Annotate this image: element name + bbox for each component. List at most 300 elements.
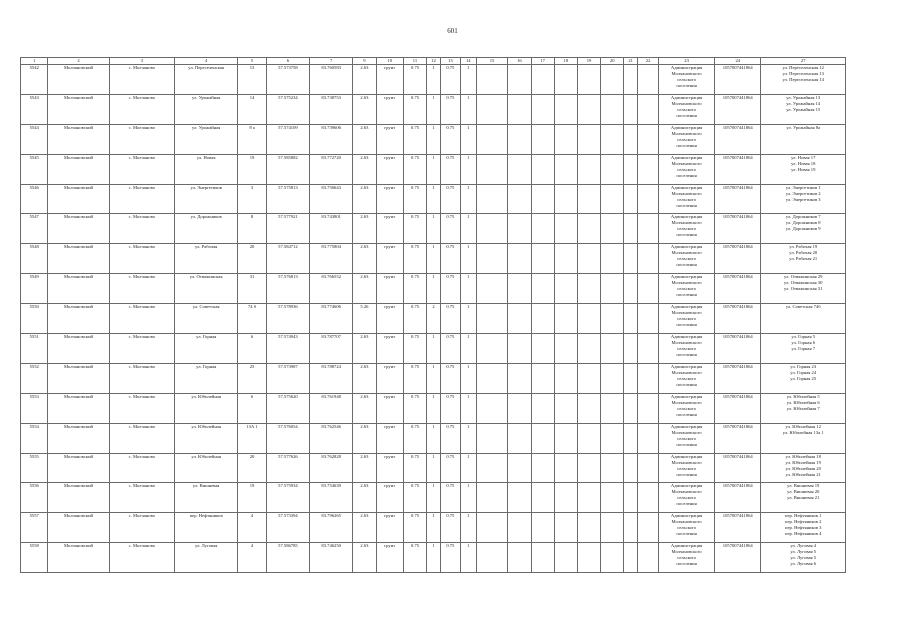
- table-row: [21, 124, 846, 154]
- table-row: [21, 543, 846, 573]
- owner-line: Администрация: [670, 124, 703, 130]
- owner-line: Молчановского: [671, 459, 702, 465]
- owner-line: сельского: [677, 77, 697, 82]
- cell-addresses: [761, 274, 846, 304]
- cell-empty: [577, 184, 600, 214]
- owner-line: Молчановского: [671, 130, 702, 136]
- cell-empty: [601, 393, 624, 423]
- cell-owner: [659, 94, 715, 124]
- cell-ogrn: 1057007441864: [715, 513, 761, 543]
- cell-surface: грунт: [376, 154, 403, 184]
- table-row: [21, 483, 846, 513]
- cell-n1: 1: [460, 65, 476, 95]
- address-line: ул. Луговая 5: [790, 555, 817, 561]
- cell-street: ул. Луговая: [175, 543, 238, 573]
- owner-line: Администрация: [670, 184, 703, 190]
- owner-line: поселения: [676, 411, 697, 417]
- cell-vol: 0.75: [403, 304, 426, 334]
- cell-empty: [577, 363, 600, 393]
- cell-vol: 0.75: [403, 393, 426, 423]
- cell-owner: [659, 214, 715, 244]
- cell-lat: 57.578936: [266, 304, 309, 334]
- owner-line: поселения: [676, 561, 697, 567]
- owner-line: сельского: [677, 555, 697, 561]
- owner-line: поселения: [676, 232, 697, 238]
- owner-line: поселения: [676, 172, 697, 178]
- cell-lon: 83.754639: [310, 483, 353, 513]
- cell-lon: 83.796265: [310, 513, 353, 543]
- cell-empty: [638, 513, 659, 543]
- cell-street: ул. Новая: [175, 154, 238, 184]
- cell-surface: грунт: [376, 274, 403, 304]
- cell-empty: [638, 334, 659, 364]
- cell-surface: грунт: [376, 94, 403, 124]
- cell-lat: 57.585882: [266, 154, 309, 184]
- address-line: ул. Новая 18: [791, 160, 816, 166]
- cell-ogrn: 1057007441864: [715, 543, 761, 573]
- cell-empty: [531, 94, 554, 124]
- cell-empty: [554, 184, 577, 214]
- cell-empty: [508, 393, 531, 423]
- cell-district: Молчановский: [48, 304, 109, 334]
- cell-village: с. Молчаново: [109, 124, 174, 154]
- cell-vol: 0.75: [403, 453, 426, 483]
- cell-area: 2.63: [353, 124, 376, 154]
- cell-lat: 57.573987: [266, 363, 309, 393]
- cell-count: 2: [427, 304, 441, 334]
- owner-line: сельского: [677, 136, 697, 142]
- cell-surface: грунт: [376, 393, 403, 423]
- cell-ogrn: 1057007441864: [715, 154, 761, 184]
- address-line: ул. Новая 19: [791, 166, 816, 172]
- owner-line: сельского: [677, 316, 697, 322]
- cell-house: 74 б: [238, 304, 266, 334]
- cell-vol2: 0.75: [440, 244, 460, 274]
- cell-empty: [577, 334, 600, 364]
- cell-street: ул. Переселенская: [175, 65, 238, 95]
- owner-line: сельского: [677, 286, 697, 292]
- address-line: ул. Юбилейная 5: [786, 393, 820, 399]
- cell-street: ул. Юбилейная: [175, 423, 238, 453]
- cell-empty: [601, 453, 624, 483]
- cell-n1: 1: [460, 214, 476, 244]
- cell-empty: [508, 244, 531, 274]
- owner-line: Молчановского: [671, 489, 702, 495]
- cell-lat: 57.575813: [266, 184, 309, 214]
- cell-empty: [531, 363, 554, 393]
- owner-line: Администрация: [670, 94, 703, 100]
- cell-area: 2.63: [353, 423, 376, 453]
- cell-empty: [476, 244, 508, 274]
- cell-n1: 1: [460, 124, 476, 154]
- cell-surface: грунт: [376, 543, 403, 573]
- cell-n1: 1: [460, 334, 476, 364]
- cell-empty: [508, 304, 531, 334]
- cell-lat: 57.576813: [266, 274, 309, 304]
- cell-id: 5554: [21, 423, 48, 453]
- cell-vol2: 0.75: [440, 334, 460, 364]
- owner-line: Молчановского: [671, 220, 702, 226]
- cell-addresses: [761, 453, 846, 483]
- address-line: ул. Горная 6: [791, 340, 816, 346]
- cell-vol2: 0.75: [440, 543, 460, 573]
- column-header: 10: [376, 58, 403, 65]
- cell-lon: 83.739606: [310, 124, 353, 154]
- cell-street: ул. Энергетиков: [175, 184, 238, 214]
- cell-empty: [476, 363, 508, 393]
- cell-empty: [531, 453, 554, 483]
- cell-addresses: [761, 124, 846, 154]
- cell-empty: [531, 154, 554, 184]
- cell-empty: [508, 65, 531, 95]
- owner-line: сельского: [677, 435, 697, 441]
- cell-ogrn: 1057007441864: [715, 124, 761, 154]
- cell-empty: [554, 543, 577, 573]
- owner-line: Администрация: [670, 154, 703, 160]
- owner-line: Администрация: [670, 513, 703, 519]
- address-line: ул. Рабочая 20: [789, 250, 818, 256]
- cell-street: ул. Советская: [175, 304, 238, 334]
- owner-line: сельского: [677, 525, 697, 531]
- cell-vol: 0.75: [403, 214, 426, 244]
- owner-line: Администрация: [670, 483, 703, 489]
- cell-n1: 1: [460, 184, 476, 214]
- cell-addresses: [761, 513, 846, 543]
- cell-empty: [508, 483, 531, 513]
- cell-count: 1: [427, 393, 441, 423]
- cell-district: Молчановский: [48, 184, 109, 214]
- cell-lon: 83.766552: [310, 274, 353, 304]
- cell-n1: 1: [460, 393, 476, 423]
- address-line: ул. Новая 17: [791, 154, 816, 160]
- cell-empty: [554, 423, 577, 453]
- cell-lon: 83.774606: [310, 304, 353, 334]
- cell-district: Молчановский: [48, 423, 109, 453]
- cell-district: Молчановский: [48, 393, 109, 423]
- cell-district: Молчановский: [48, 244, 109, 274]
- cell-district: Молчановский: [48, 94, 109, 124]
- cell-n1: 1: [460, 453, 476, 483]
- cell-count: 1: [427, 94, 441, 124]
- cell-empty: [531, 65, 554, 95]
- cell-empty: [638, 304, 659, 334]
- address-line: ул. Переселенская 12: [782, 65, 824, 70]
- cell-empty: [577, 65, 600, 95]
- cell-empty: [531, 393, 554, 423]
- cell-addresses: [761, 214, 846, 244]
- cell-count: 1: [427, 334, 441, 364]
- cell-empty: [508, 453, 531, 483]
- cell-addresses: [761, 65, 846, 95]
- cell-count: 1: [427, 124, 441, 154]
- cell-count: 1: [427, 453, 441, 483]
- cell-empty: [601, 214, 624, 244]
- table-row: [21, 423, 846, 453]
- cell-empty: [476, 543, 508, 573]
- column-header: 19: [577, 58, 600, 65]
- cell-empty: [624, 244, 638, 274]
- cell-ogrn: 1057007441864: [715, 393, 761, 423]
- cell-count: 1: [427, 214, 441, 244]
- cell-empty: [601, 154, 624, 184]
- column-header: 3: [109, 58, 174, 65]
- cell-village: с. Молчаново: [109, 94, 174, 124]
- cell-district: Молчановский: [48, 214, 109, 244]
- owner-line: поселения: [676, 471, 697, 477]
- address-line: ул. Юбилейная 7: [786, 405, 820, 411]
- cell-n1: 1: [460, 543, 476, 573]
- cell-village: с. Молчаново: [109, 543, 174, 573]
- cell-owner: [659, 184, 715, 214]
- cell-ogrn: 1057007441864: [715, 453, 761, 483]
- cell-empty: [624, 154, 638, 184]
- cell-vol2: 0.75: [440, 65, 460, 95]
- table-row: [21, 363, 846, 393]
- cell-empty: [638, 363, 659, 393]
- cell-id: 5542: [21, 65, 48, 95]
- cell-empty: [601, 65, 624, 95]
- owner-line: Молчановского: [671, 549, 702, 555]
- cell-empty: [638, 483, 659, 513]
- address-line: ул. Вишневая 19: [787, 483, 820, 489]
- address-line: ул. Урожайная 15: [786, 106, 821, 112]
- column-header: 17: [531, 58, 554, 65]
- cell-surface: грунт: [376, 304, 403, 334]
- cell-empty: [601, 184, 624, 214]
- cell-empty: [601, 513, 624, 543]
- cell-area: 2.63: [353, 363, 376, 393]
- cell-empty: [508, 543, 531, 573]
- cell-empty: [476, 65, 508, 95]
- column-header: 2: [48, 58, 109, 65]
- owner-line: поселения: [676, 381, 697, 387]
- cell-empty: [624, 94, 638, 124]
- cell-area: 2.63: [353, 393, 376, 423]
- cell-empty: [601, 483, 624, 513]
- address-line: ул. Энергетиков 3: [785, 196, 821, 202]
- cell-ogrn: 1057007441864: [715, 94, 761, 124]
- cell-lat: 57.573394: [266, 513, 309, 543]
- cell-street: ул. Юбилейная: [175, 393, 238, 423]
- cell-village: с. Молчаново: [109, 304, 174, 334]
- cell-empty: [624, 334, 638, 364]
- cell-owner: [659, 124, 715, 154]
- cell-lon: 83.772720: [310, 154, 353, 184]
- cell-n1: 1: [460, 244, 476, 274]
- cell-ogrn: 1057007441864: [715, 214, 761, 244]
- cell-village: с. Молчаново: [109, 184, 174, 214]
- cell-empty: [531, 423, 554, 453]
- cell-id: 5553: [21, 393, 48, 423]
- cell-vol: 0.75: [403, 483, 426, 513]
- cell-street: ул. Юбилейная: [175, 453, 238, 483]
- owner-line: Молчановского: [671, 160, 702, 166]
- owner-line: поселения: [676, 202, 697, 208]
- address-line: ул. Урожайная 13: [786, 94, 821, 100]
- column-header: 13: [440, 58, 460, 65]
- cell-empty: [508, 124, 531, 154]
- owner-line: поселения: [676, 322, 697, 328]
- cell-street: пер. Нефтяников: [175, 513, 238, 543]
- column-header: 23: [659, 58, 715, 65]
- cell-empty: [554, 453, 577, 483]
- cell-district: Молчановский: [48, 363, 109, 393]
- table-row: [21, 65, 846, 95]
- cell-id: 5549: [21, 274, 48, 304]
- cell-surface: грунт: [376, 483, 403, 513]
- cell-village: с. Молчаново: [109, 363, 174, 393]
- cell-empty: [554, 274, 577, 304]
- cell-empty: [601, 304, 624, 334]
- table-body: [21, 65, 846, 573]
- cell-empty: [508, 423, 531, 453]
- cell-empty: [638, 124, 659, 154]
- owner-line: Администрация: [670, 214, 703, 220]
- cell-street: ул. Дорожников: [175, 214, 238, 244]
- address-line: ул. Энергетиков 1: [785, 184, 821, 190]
- column-header: 1: [21, 58, 48, 65]
- cell-lat: 57.575234: [266, 94, 309, 124]
- cell-count: 1: [427, 274, 441, 304]
- owner-line: Администрация: [670, 393, 703, 399]
- cell-district: Молчановский: [48, 65, 109, 95]
- header-row: [21, 58, 846, 65]
- owner-line: сельского: [677, 495, 697, 501]
- cell-empty: [531, 124, 554, 154]
- owner-line: поселения: [676, 441, 697, 447]
- table-row: [21, 214, 846, 244]
- cell-empty: [476, 423, 508, 453]
- cell-vol: 0.75: [403, 274, 426, 304]
- cell-ogrn: 1057007441864: [715, 184, 761, 214]
- cell-area: 2.63: [353, 334, 376, 364]
- cell-ogrn: 1057007441864: [715, 423, 761, 453]
- cell-id: 5556: [21, 483, 48, 513]
- owner-line: Администрация: [670, 304, 703, 310]
- cell-district: Молчановский: [48, 513, 109, 543]
- cell-area: 2.63: [353, 184, 376, 214]
- table-row: [21, 154, 846, 184]
- cell-house: 19: [238, 154, 266, 184]
- column-header: 11: [403, 58, 426, 65]
- cell-empty: [638, 65, 659, 95]
- cell-lat: 57.577626: [266, 453, 309, 483]
- cell-empty: [601, 274, 624, 304]
- cell-area: 2.63: [353, 483, 376, 513]
- owner-line: поселения: [676, 262, 697, 268]
- table-row: [21, 393, 846, 423]
- cell-vol: 0.75: [403, 244, 426, 274]
- address-line: ул. Юбилейная 12: [785, 423, 821, 429]
- cell-addresses: [761, 154, 846, 184]
- cell-surface: грунт: [376, 513, 403, 543]
- cell-empty: [554, 363, 577, 393]
- cell-street: ул. Урожайная: [175, 94, 238, 124]
- cell-surface: грунт: [376, 363, 403, 393]
- column-header: 14: [460, 58, 476, 65]
- address-line: пер. Нефтяников 4: [785, 531, 822, 537]
- owner-line: Молчановского: [671, 280, 702, 286]
- address-line: пер. Нефтяников 3: [785, 525, 822, 531]
- cell-empty: [577, 94, 600, 124]
- cell-empty: [638, 423, 659, 453]
- cell-house: 4: [238, 513, 266, 543]
- cell-owner: [659, 334, 715, 364]
- address-line: пер. Нефтяников 1: [785, 513, 822, 519]
- owner-line: Администрация: [670, 274, 703, 280]
- cell-surface: грунт: [376, 334, 403, 364]
- owner-line: Администрация: [670, 453, 703, 459]
- column-header: 20: [601, 58, 624, 65]
- cell-ogrn: 1057007441864: [715, 244, 761, 274]
- cell-empty: [531, 543, 554, 573]
- cell-empty: [624, 363, 638, 393]
- cell-empty: [577, 483, 600, 513]
- cell-empty: [508, 363, 531, 393]
- owner-line: Администрация: [670, 334, 703, 340]
- cell-empty: [638, 274, 659, 304]
- cell-owner: [659, 363, 715, 393]
- cell-district: Молчановский: [48, 453, 109, 483]
- cell-surface: грунт: [376, 453, 403, 483]
- cell-street: ул. Урожайная: [175, 124, 238, 154]
- cell-vol2: 0.75: [440, 124, 460, 154]
- cell-area: 2.63: [353, 513, 376, 543]
- column-header: 27: [761, 58, 846, 65]
- cell-house: 13: [238, 65, 266, 95]
- cell-empty: [554, 483, 577, 513]
- cell-count: 1: [427, 363, 441, 393]
- cell-empty: [554, 214, 577, 244]
- cell-empty: [624, 214, 638, 244]
- table-row: [21, 274, 846, 304]
- cell-street: ул. Отважинская: [175, 274, 238, 304]
- cell-district: Молчановский: [48, 274, 109, 304]
- cell-owner: [659, 154, 715, 184]
- column-header: 12: [427, 58, 441, 65]
- owner-line: Молчановского: [671, 429, 702, 435]
- cell-lon: 83.738753: [310, 94, 353, 124]
- cell-empty: [531, 304, 554, 334]
- cell-lon: 83.762828: [310, 453, 353, 483]
- address-line: ул. Вишневая 20: [787, 489, 820, 495]
- cell-empty: [554, 304, 577, 334]
- cell-ogrn: 1057007441864: [715, 274, 761, 304]
- cell-empty: [531, 274, 554, 304]
- cell-id: 5551: [21, 334, 48, 364]
- address-line: ул. Вишневая 21: [787, 495, 820, 501]
- address-line: ул. Рабочая 21: [789, 256, 818, 262]
- cell-empty: [577, 543, 600, 573]
- cell-owner: [659, 274, 715, 304]
- cell-area: 2.63: [353, 94, 376, 124]
- cell-lon: 83.746250: [310, 543, 353, 573]
- cell-id: 5558: [21, 543, 48, 573]
- cell-empty: [638, 154, 659, 184]
- address-line: ул. Юбилейная 18: [785, 453, 821, 459]
- cell-vol2: 0.75: [440, 184, 460, 214]
- cell-area: 5.26: [353, 304, 376, 334]
- cell-district: Молчановский: [48, 483, 109, 513]
- cell-empty: [638, 393, 659, 423]
- cell-empty: [508, 334, 531, 364]
- table-row: [21, 304, 846, 334]
- cell-vol2: 0.75: [440, 423, 460, 453]
- address-line: ул. Советская 74б: [785, 304, 821, 310]
- cell-empty: [531, 334, 554, 364]
- cell-empty: [476, 94, 508, 124]
- cell-empty: [531, 513, 554, 543]
